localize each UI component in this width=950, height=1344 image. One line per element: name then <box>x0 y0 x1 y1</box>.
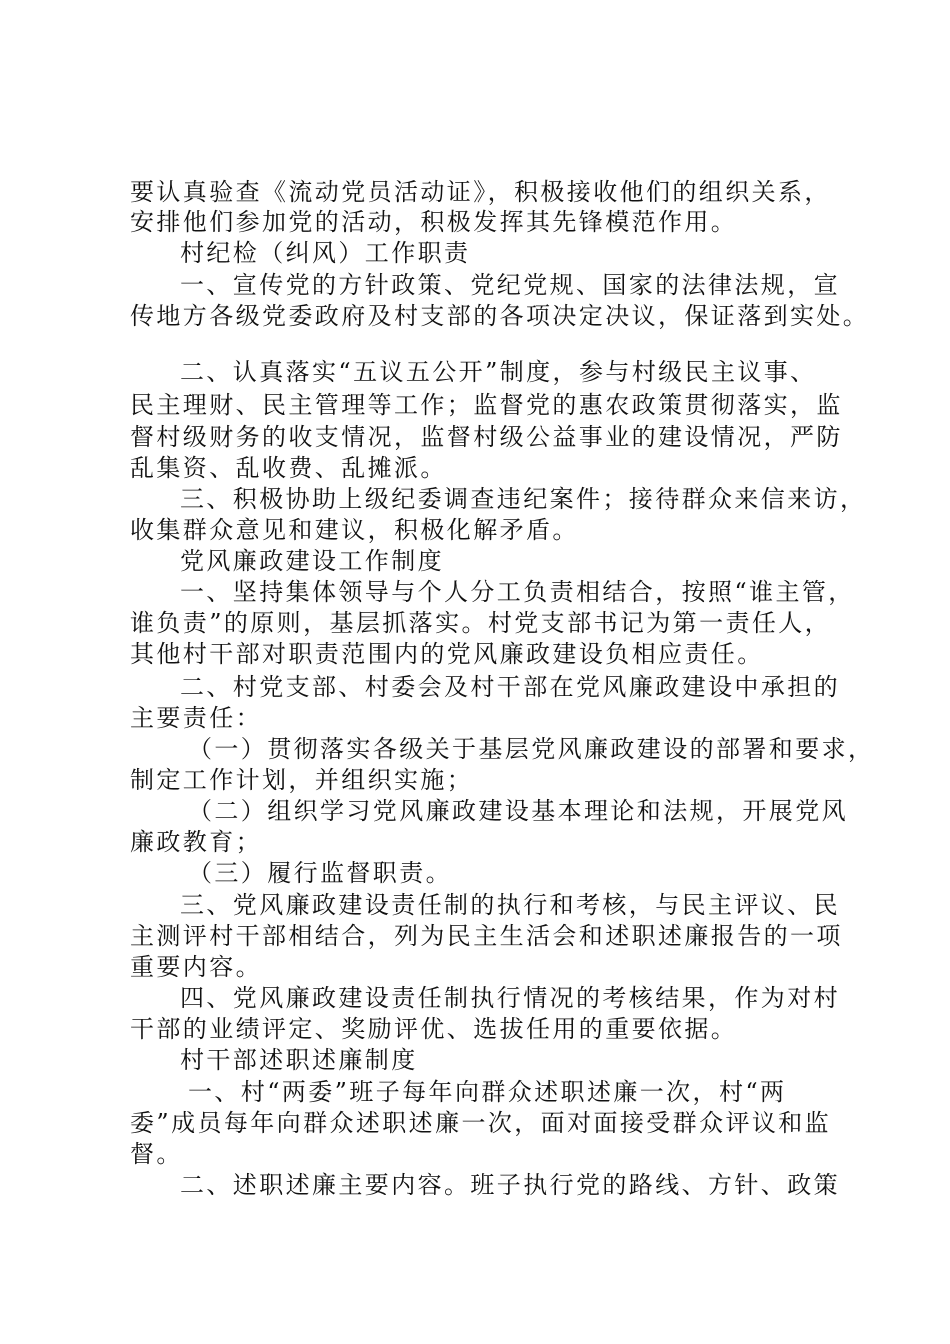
text-line: 三、积极协助上级纪委调查违纪案件；接待群众来信来访， <box>180 485 867 513</box>
text-line: 督。 <box>130 1140 183 1168</box>
text-line: 民主理财、民主管理等工作；监督党的惠农政策贯彻落实，监 <box>130 391 843 419</box>
section-heading: 村纪检（纠风）工作职责 <box>180 239 471 267</box>
text-line: （三）履行监督职责。 <box>188 859 452 887</box>
text-line: 一、宣传党的方针政策、党纪党规、国家的法律法规，宣 <box>180 271 840 299</box>
section-heading: 村干部述职述廉制度 <box>180 1046 418 1074</box>
text-line: 要认真验查《流动党员活动证》，积极接收他们的组织关系， <box>130 178 831 206</box>
text-line: 一、坚持集体领导与个人分工负责相结合，按照“谁主管， <box>180 578 855 606</box>
text-line: 主测评村干部相结合，列为民主生活会和述职述廉报告的一项 <box>130 922 843 950</box>
text-line: 谁负责”的原则，基层抓落实。村党支部书记为第一责任人， <box>130 609 832 637</box>
text-line: 安排他们参加党的活动，积极发挥其先锋模范作用。 <box>130 208 738 236</box>
text-line: 制定工作计划，并组织实施； <box>130 766 474 794</box>
text-line: （二）组织学习党风廉政建设基本理论和法规，开展党风 <box>188 797 848 825</box>
text-line: 四、党风廉政建设责任制执行情况的考核结果，作为对村 <box>180 984 840 1012</box>
text-line: 其他村干部对职责范围内的党风廉政建设负相应责任。 <box>130 640 764 668</box>
text-line: 委”成员每年向群众述职述廉一次，面对面接受群众评议和监 <box>130 1109 832 1137</box>
text-line: 一、村“两委”班子每年向群众述职述廉一次，村“两 <box>188 1078 787 1106</box>
text-line: 廉政教育； <box>130 828 262 856</box>
text-line: 督村级财务的收支情况，监督村级公益事业的建设情况，严防 <box>130 423 843 451</box>
text-line: 重要内容。 <box>130 953 262 981</box>
text-line: 二、认真落实“五议五公开”制度，参与村级民主议事、 <box>180 358 817 386</box>
text-line: 三、党风廉政建设责任制的执行和考核，与民主评议、民 <box>180 891 840 919</box>
text-line: 二、述职述廉主要内容。班子执行党的路线、方针、政策 <box>180 1171 840 1199</box>
text-line: 二、村党支部、村委会及村干部在党风廉政建设中承担的 <box>180 673 840 701</box>
section-heading: 党风廉政建设工作制度 <box>180 547 444 575</box>
text-line: 乱集资、乱收费、乱摊派。 <box>130 454 447 482</box>
text-line: 干部的业绩评定、奖励评优、选拔任用的重要依据。 <box>130 1015 738 1043</box>
text-line: 收集群众意见和建议，积极化解矛盾。 <box>130 516 579 544</box>
text-line: 主要责任： <box>130 704 262 732</box>
text-line: 传地方各级党委政府及村支部的各项决定决议，保证落到实处。 <box>130 302 870 330</box>
text-line: （一）贯彻落实各级关于基层党风廉政建设的部署和要求， <box>188 735 875 763</box>
